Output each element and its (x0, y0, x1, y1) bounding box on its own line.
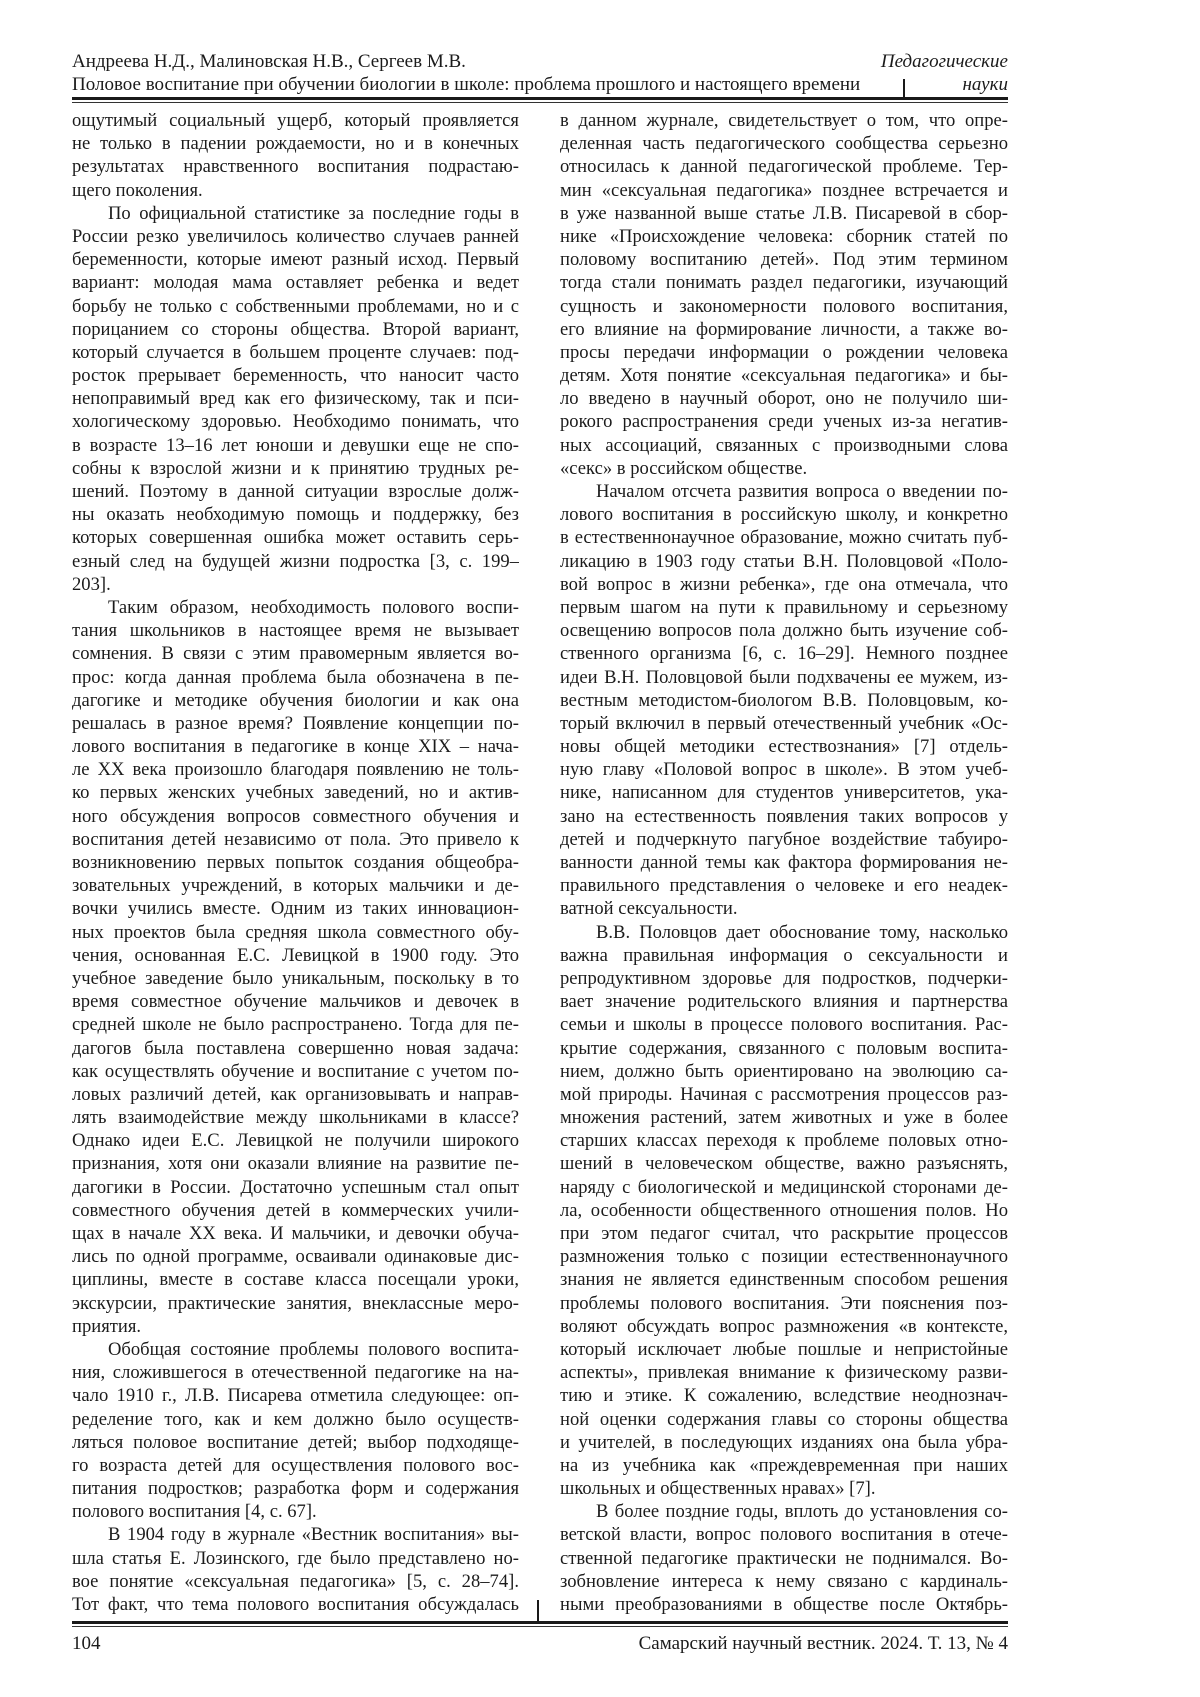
text-line: тогда стали понимать раздел педагогики, изучающий (560, 272, 1008, 294)
text-line: проблемы полового воспитания. Эти пояснения поз- (560, 1292, 1008, 1314)
text-line: чало 1910 г., Л.В. Писарева отметила следующее: оп- (72, 1385, 519, 1407)
text-line: ной оценки содержания главы со стороны общества (560, 1408, 1008, 1430)
text-line: детям. Хотя понятие «сексуальная педагогика» и бы- (560, 365, 1008, 387)
text-line: старших классах переходя к проблеме половых отно- (560, 1130, 1008, 1152)
text-line: тию и этике. К сожалению, вследствие неоднознач- (560, 1385, 1008, 1407)
text-line: ло введено в научный оборот, оно не получило ши- (560, 388, 1008, 410)
text-line: при этом педагог считал, что раскрытие процессов (560, 1223, 1008, 1244)
text-line: зовательных учреждений, в которых мальчики и де- (72, 875, 519, 897)
text-line: нике «Происхождение человека: сборник статей по (560, 225, 1008, 247)
text-line: признания, хотя они оказали влияние на развитие пе- (72, 1153, 519, 1175)
text-line: ного обсуждения вопросов совместного обучения и (72, 805, 519, 827)
text-line: лись по одной программе, осваивали одинаковые дис- (72, 1246, 519, 1268)
text-line: росток прерывает беременность, что наносит часто (72, 365, 519, 387)
text-line: знания не является единственным способом решения (560, 1269, 1008, 1291)
journal-reference: Самарский научный вестник. 2024. Т. 13, № 4 (638, 1633, 1008, 1654)
text-line: в естественнонаучное образование, можно считать пуб- (560, 527, 1008, 549)
text-line: России резко увеличилось количество случаев ранней (72, 225, 519, 247)
text-line: вочки учились вместе. Одним из таких инновацион- (72, 898, 519, 920)
text-line: семьи и школы в процессе полового воспитания. Рас- (560, 1014, 1008, 1036)
text-line: зобновление интереса к нему связано с кардиналь- (560, 1570, 1008, 1592)
text-line: вестным методистом-биологом В.В. Половцовым, ко- (560, 689, 1008, 711)
text-line: непоправимый вред как его физическому, так и пси- (72, 388, 519, 410)
text-line: ловых различий детей, как организовывать и направ- (72, 1083, 519, 1105)
text-line: По официальной статистике за последние годы в (108, 202, 519, 224)
text-line: зано на естественность появления таких вопросов у (560, 805, 1008, 827)
text-line: наряду с биологической и медицинской сторонами де- (560, 1176, 1008, 1198)
page-number: 104 (72, 1633, 101, 1654)
text-line: Таким образом, необходимость полового воспи- (108, 596, 519, 618)
text-line: первым шагом на пути к правильному и серьезному (560, 596, 1008, 618)
footer-rule (72, 1621, 1008, 1627)
text-line: в уже названной выше статье Л.В. Писаревой в сбор- (560, 202, 1008, 224)
text-line: ликацию в 1903 году статьи В.Н. Половцовой «Поло- (560, 550, 1008, 572)
text-line: Началом отсчета развития вопроса о введении по- (596, 481, 1008, 502)
text-line: время совместное обучение мальчиков и девочек в (72, 991, 519, 1013)
text-line: порицанием со стороны общества. Второй вариант, (72, 318, 519, 340)
text-line: мин «сексуальная педагогика» позднее встречается и (560, 179, 1008, 201)
text-line: борьбу не только с собственными проблемами, но и с (72, 295, 519, 317)
text-line: сущность и закономерности полового воспитания, (560, 295, 1008, 317)
text-line: воспитания детей независимо от пола. Это привело к (72, 828, 519, 850)
text-line: В 1904 году в журнале «Вестник воспитания» вы- (108, 1524, 519, 1546)
text-line: 203]. (72, 573, 111, 595)
text-line: чения, основанная Е.С. Левицкой в 1900 году. Это (72, 944, 519, 966)
text-line: полового воспитания [4, с. 67]. (72, 1501, 317, 1523)
text-line: щего поколения. (72, 179, 203, 201)
text-line: торый включил в первый отечественный учебник «Ос- (560, 712, 1008, 734)
text-line: лового воспитания в российскую школу, и конкретно (560, 504, 1008, 526)
text-line: рокого распространения среди ученых из-за негатив- (560, 411, 1008, 433)
text-line: и учителей, в последующих изданиях она была убра- (560, 1431, 1008, 1453)
header-section-line1: Педагогические (880, 51, 1008, 72)
text-line: средней школе не было распространено. Тогда для пе- (72, 1014, 519, 1036)
text-line: деленная часть педагогического сообщества серьезно (560, 133, 1008, 155)
text-line: совместного обучения детей в коммерческих учили- (72, 1199, 519, 1221)
text-line: дагогике и методике обучения биологии и как она (72, 689, 519, 711)
text-line: вариант: молодая мама оставляет ребенка и ведет (72, 272, 519, 294)
text-column-right (560, 109, 1008, 1616)
text-line: половому воспитанию детей». Под этим термином (560, 249, 1008, 271)
text-line: Обобщая состояние проблемы полового воспита- (108, 1338, 519, 1360)
text-line: множения растений, затем животных и уже в более (560, 1107, 1008, 1129)
text-line: просы передачи информации о рождении человека (560, 341, 1008, 363)
text-line: в возрасте 13–16 лет юноши и девушки еще не спо- (72, 434, 519, 456)
footer-rule-divider-tick (537, 1600, 539, 1623)
text-line: лового воспитания в педагогике в конце XIX – нача- (72, 736, 519, 758)
text-line: лять взаимодействие между школьниками в классе? (72, 1107, 519, 1129)
header-running-title: Половое воспитание при обучении биологии в школе: проблема прошлого и настоящего времени (72, 74, 861, 95)
text-line: ванности данной темы как фактора формирования не- (560, 852, 1008, 873)
text-line: шений в человеческом обществе, важно разъяснять, (560, 1153, 1008, 1175)
text-line: ле XX века произошло благодаря появлению не толь- (72, 759, 519, 781)
text-line: относилась к данной педагогической проблеме. Тер- (560, 156, 1008, 178)
text-line: ветской власти, вопрос полового воспитания в отече- (560, 1524, 1008, 1546)
text-line: аспекты», привлекая внимание к физическому разви- (560, 1362, 1008, 1384)
text-line: который исключает любые пошлые и непристойные (560, 1338, 1008, 1360)
text-line: ватной сексуальности. (560, 898, 738, 920)
text-line: щах в начале XX века. И мальчики, и девочки обуча- (72, 1223, 519, 1244)
text-line: беременности, которые имеют разный исход. Первый (72, 249, 519, 271)
text-line: ную главу «Половой вопрос в школе». В этом учеб- (560, 759, 1008, 781)
text-line: питания подростков; разработка форм и содержания (72, 1478, 519, 1500)
text-line: циплины, вместе в составе класса посещали уроки, (72, 1269, 519, 1291)
text-line: приятия. (72, 1315, 142, 1337)
text-line: сомнения. В связи с этим правомерным является во- (72, 643, 519, 665)
text-line: возникновению первых попыток создания общеобра- (72, 852, 519, 873)
text-line: В более поздние годы, вплоть до установления со- (596, 1501, 1008, 1523)
text-line: как осуществлять обучение и воспитание с учетом по- (72, 1060, 519, 1082)
text-line: правильного представления о человеке и его неадек- (560, 875, 1008, 897)
text-line: идеи В.Н. Половцовой были подхвачены ее мужем, из- (560, 666, 1008, 688)
text-line: новы общей методики естествознания» [7] отдель- (560, 736, 1008, 758)
text-line: школьных и общественных нравах» [7]. (560, 1478, 876, 1500)
text-line: ляться половое воспитание детей; выбор подходяще- (72, 1431, 519, 1453)
text-line: ко первых женских учебных заведений, но и актив- (72, 782, 519, 804)
header-authors: Андреева Н.Д., Малиновская Н.В., Сергеев М.В. (72, 51, 466, 72)
text-line: ных ассоциаций, связанных с производными слова (560, 434, 1008, 456)
text-line: ными преобразованиями в обществе после Октябрь- (560, 1594, 1008, 1615)
text-line: ственного организма [6, с. 16–29]. Немного позднее (560, 643, 1008, 665)
text-line: экскурсии, практические занятия, внеклассные меро- (72, 1292, 519, 1314)
text-line: важна правильная информация о сексуальности и (560, 944, 1008, 966)
text-line: «секс» в российском обществе. (560, 457, 808, 479)
text-line: шений. Поэтому в данной ситуации взрослые долж- (72, 481, 519, 502)
text-line: ределение того, как и кем должно было осуществ- (72, 1408, 519, 1430)
text-line: на из учебника как «преждевременная при наших (560, 1454, 1008, 1476)
text-line: нием, должно быть ориентировано на эволюцию са- (560, 1060, 1008, 1082)
text-line: репродуктивном здоровье для подростков, подчерки- (560, 967, 1008, 989)
text-line: В.В. Половцов дает обоснование тому, насколько (596, 921, 1008, 943)
text-line: результатах нравственного воспитания подрастаю- (72, 156, 519, 178)
header-rule (72, 97, 1008, 103)
text-line: мой природы. Начиная с рассмотрения процессов раз- (560, 1083, 1008, 1105)
text-line: ла, особенности общественного отношения полов. Но (560, 1199, 1008, 1221)
text-line: в данном журнале, свидетельствует о том, что опре- (560, 110, 1008, 131)
text-line: Однако идеи Е.С. Левицкой не получили широкого (72, 1130, 519, 1152)
text-line: шла статья Е. Лозинского, где было представлено но- (72, 1547, 519, 1569)
text-column-left (72, 109, 519, 1616)
text-line: ны оказать необходимую помощь и поддержку, без (72, 504, 519, 526)
text-line: крытие содержания, связанного с половым воспита- (560, 1037, 1008, 1059)
text-line: который случается в большем проценте случаев: под- (72, 341, 519, 363)
text-line: собны к взрослой жизни и к принятию трудных ре- (72, 457, 519, 479)
text-line: размножения только с позиции естественнонаучного (560, 1246, 1008, 1268)
text-line: го возраста детей для осуществления полового вос- (72, 1454, 519, 1476)
text-line: ощутимый социальный ущерб, который проявляется (72, 110, 519, 131)
text-line: вой вопрос в жизни ребенка», где она отмечала, что (560, 573, 1008, 595)
text-line: вое понятие «сексуальная педагогика» [5, с. 28–74]. (72, 1570, 519, 1592)
text-line: освещению вопросов пола должно быть изучение соб- (560, 620, 1008, 642)
text-line: которых совершенная ошибка может оставить серь- (72, 527, 519, 549)
header-rule-divider-tick (903, 79, 905, 99)
text-line: ния, сложившегося в отечественной педагогике на на- (72, 1362, 519, 1384)
text-line: езный след на будущей жизни подростка [3, с. 199– (72, 550, 519, 572)
text-line: не только в падении рождаемости, но и в конечных (72, 133, 519, 155)
text-line: его влияние на формирование личности, а также во- (560, 318, 1008, 340)
text-line: ственной педагогике практически не поднимался. Во- (560, 1547, 1008, 1569)
text-line: дагогики в России. Достаточно успешным стал опыт (72, 1176, 519, 1198)
text-line: вает значение родительского влияния и партнерства (560, 991, 1008, 1013)
header-section-line2: науки (962, 74, 1008, 95)
text-line: решалась в разное время? Появление концепции по- (72, 712, 519, 734)
text-line: прос: когда данная проблема была обозначена в пе- (72, 666, 519, 688)
text-line: воляют обсуждать вопрос размножения «в контексте, (560, 1315, 1008, 1337)
text-line: дагогов была поставлена совершенно новая задача: (72, 1037, 519, 1059)
text-line: хологическому здоровью. Необходимо понимать, что (72, 411, 519, 433)
text-line: тания школьников в настоящее время не вызывает (72, 620, 519, 642)
text-line: учебное заведение было уникальным, поскольку в то (72, 967, 519, 989)
text-line: нике, написанном для студентов университетов, ука- (560, 782, 1008, 804)
text-line: Тот факт, что тема полового воспитания обсуждалась (72, 1594, 519, 1615)
text-line: детей и подчеркнуто пагубное воздействие табуиро- (560, 828, 1008, 850)
text-line: ных проектов была средняя школа совместного обу- (72, 921, 519, 943)
